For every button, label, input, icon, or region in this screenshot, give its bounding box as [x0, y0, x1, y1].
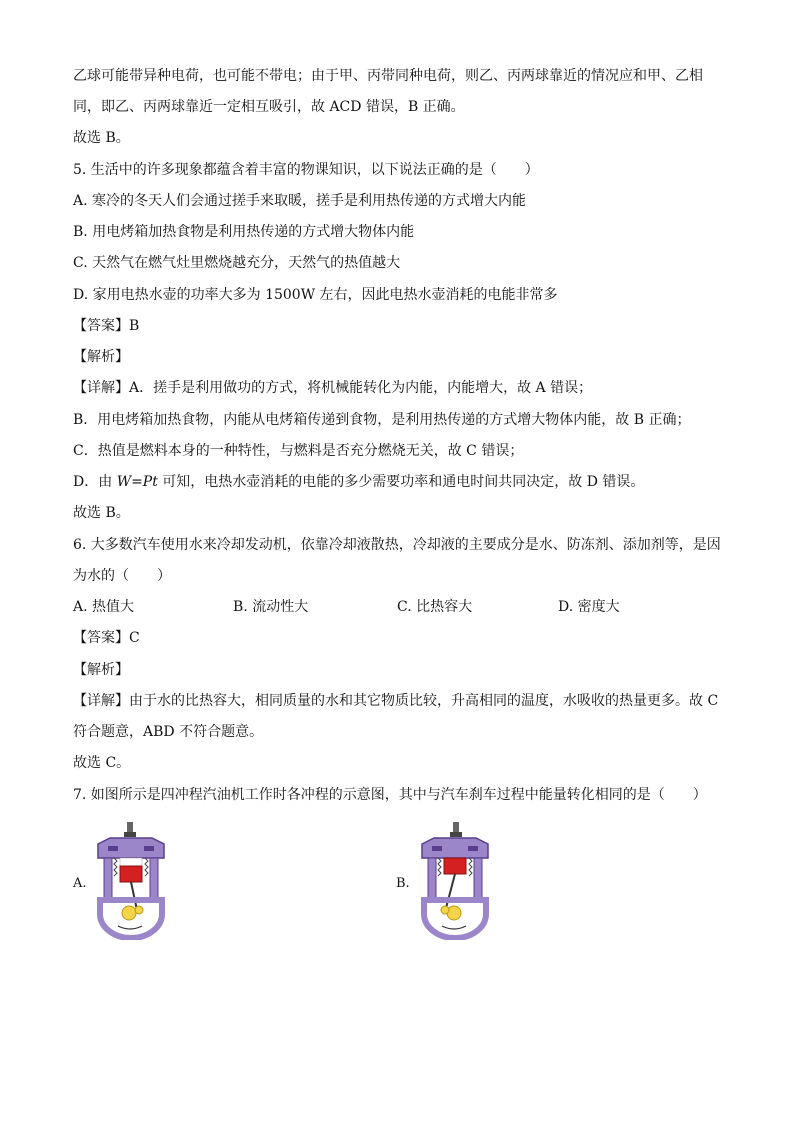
- q6-analysis-heading: 【解析】: [73, 662, 129, 678]
- q6-explanation-1: 【详解】由于水的比热容大，相同质量的水和其它物质比较，升高相同的温度，水吸收的热量更多。故 C: [73, 693, 719, 709]
- q6-option-b: B. 流动性大: [233, 599, 309, 615]
- q5-explanation-d-prefix: D．由: [73, 474, 117, 490]
- q6-option-a: A. 热值大: [73, 599, 135, 615]
- q5-explanation-a: 【详解】A．搓手是利用做功的方式，将机械能转化为内能，内能增大，故 A 错误；: [73, 380, 593, 396]
- q5-explanation-d-suffix: 可知，电热水壶消耗的电能的多少需要功率和通电时间共同决定，故 D 错误。: [157, 474, 645, 490]
- q5-explanation-d: [73, 472, 733, 492]
- formula-w-pt: W=Pt: [116, 474, 158, 490]
- q5-option-c: C. 天然气在燃气灶里燃烧越充分，天然气的热值越大: [73, 255, 401, 271]
- q6-answer: 【答案】C: [73, 630, 140, 646]
- question-6-stem-cont: 为水的（ ）: [73, 568, 171, 584]
- piston: [444, 858, 466, 874]
- figure-label-b: B.: [396, 876, 410, 891]
- text-line: 乙球可能带异种电荷，也可能不带电；由于甲、丙带同种电荷，则乙、丙两球靠近的情况应和甲、乙相: [73, 68, 703, 84]
- q5-selection: 故选 B。: [73, 505, 130, 521]
- q6-option-d: D. 密度大: [558, 599, 620, 615]
- q6-explanation-2: 符合题意，ABD 不符合题意。: [73, 724, 264, 740]
- crankshaft: [122, 906, 136, 920]
- q5-option-b: B. 用电烤箱加热食物是利用热传递的方式增大物体内能: [73, 224, 415, 240]
- question-6-stem: 6. 大多数汽车使用水来冷却发动机，依靠冷却液散热，冷却液的主要成分是水、防冻剂、添加剂等，是因: [73, 537, 721, 553]
- q5-option-a: A. 寒冷的冬天人们会通过搓手来取暖，搓手是利用热传递的方式增大内能: [73, 193, 527, 209]
- question-5-stem: 5. 生活中的许多现象都蕴含着丰富的物课知识，以下说法正确的是（ ）: [73, 162, 539, 178]
- q5-analysis-heading: 【解析】: [73, 349, 129, 365]
- text-line: 同，即乙、丙两球靠近一定相互吸引，故 ACD 错误，B 正确。: [73, 99, 465, 115]
- q5-explanation-c: C．热值是燃料本身的一种特性，与燃料是否充分燃烧无关，故 C 错误；: [73, 443, 524, 459]
- question-7-stem: 7. 如图所示是四冲程汽油机工作时各冲程的示意图，其中与汽车刹车过程中能量转化相同的是（ ）: [73, 787, 707, 803]
- text-line: 故选 B。: [73, 130, 130, 146]
- crankshaft: [447, 906, 461, 920]
- engine-diagram-b: [414, 822, 496, 940]
- piston: [120, 866, 142, 882]
- q6-selection: 故选 C。: [73, 755, 131, 771]
- q5-explanation-b: B．用电烤箱加热食物，内能从电烤箱传递到食物，是利用热传递的方式增大物体内能，故 B 正确；: [73, 412, 691, 428]
- figure-label-a: A.: [73, 876, 87, 891]
- engine-diagram-a: [90, 822, 172, 940]
- q6-option-c: C. 比热容大: [397, 599, 473, 615]
- q5-answer: 【答案】B: [73, 318, 140, 334]
- q5-option-d: D. 家用电热水壶的功率大多为 1500W 左右，因此电热水壶消耗的电能非常多: [73, 287, 558, 303]
